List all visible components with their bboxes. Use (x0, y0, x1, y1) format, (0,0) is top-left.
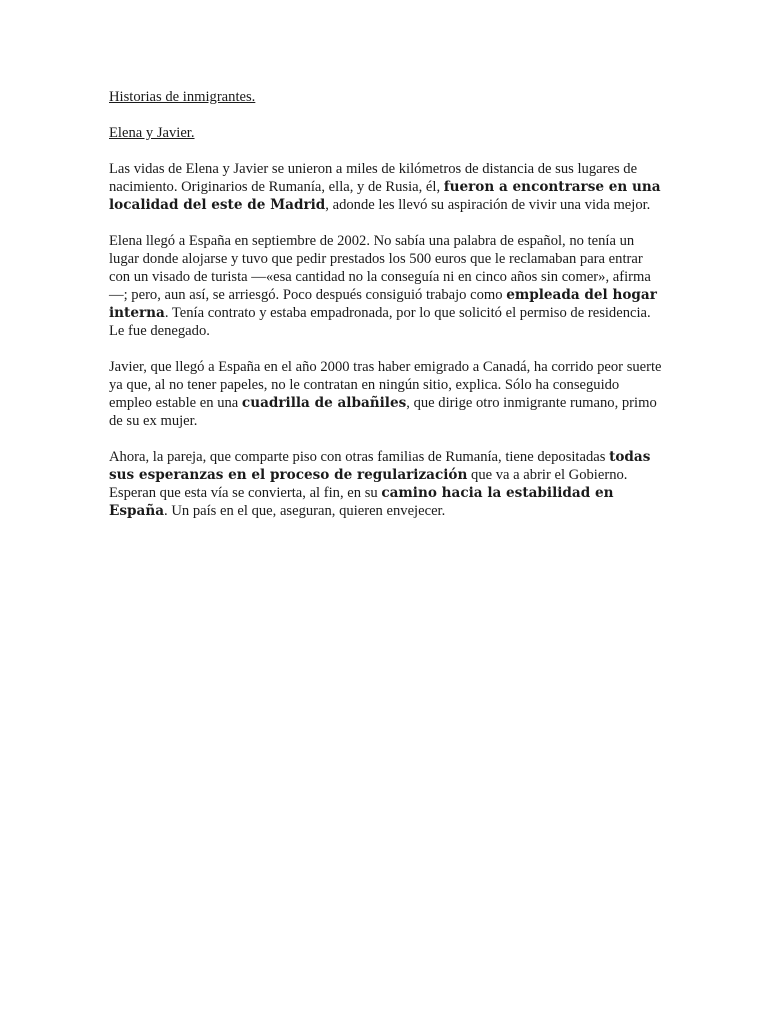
paragraph-3-bold: cuadrilla de albañiles (241, 395, 407, 411)
paragraph-1 (109, 160, 664, 214)
paragraph-2-bold: empleada del hogar interna (109, 287, 657, 321)
section-heading: Elena y Javier. (109, 125, 195, 141)
paragraph-3 (109, 358, 664, 430)
paragraph-1-text-a: Las vidas de Elena y Javier se unieron a miles de kilómetros de distancia de sus lugares de nacimiento. Originarios de Rumanía, ella, y de Rusia, él, (109, 161, 638, 195)
paragraph-3-text-a: Javier, que llegó a España en el año 2000 tras haber emigrado a Canadá, ha corrido peor suerte ya que, al no tener papeles, no le contratan en ningún sitio, explica. Sólo ha conseguido empleo estable en una (109, 359, 662, 411)
document-page (109, 88, 664, 538)
document-title: Historias de inmigrantes. (109, 89, 256, 105)
paragraph-4-text-c: . Un país en el que, aseguran, quieren envejecer. (164, 503, 446, 519)
paragraph-4-text-b: que va a abrir el Gobierno. Esperan que esta vía se convierta, al fin, en su (109, 467, 628, 501)
paragraph-4 (109, 448, 664, 520)
paragraph-4-bold-a: todas sus esperanzas en el proceso de regularización (109, 449, 651, 483)
paragraph-2-text-b: . Tenía contrato y estaba empadronada, por lo que solicitó el permiso de residencia. Le fue denegado. (109, 305, 651, 339)
paragraph-2-text-a: Elena llegó a España en septiembre de 2002. No sabía una palabra de español, no tenía un lugar donde alojarse y tuvo que pedir prestados los 500 euros que le reclamaban para entrar con un visado de turista —«esa cantidad no la conseguía ni en cinco años sin comer», afirma—; pero, aun así, se arriesgó. Poco después consiguió trabajo como (109, 233, 651, 303)
paragraph-4-text-a: Ahora, la pareja, que comparte piso con otras familias de Rumanía, tiene depositadas (109, 449, 610, 465)
paragraph-3-text-b: , que dirige otro inmigrante rumano, primo de su ex mujer. (109, 395, 657, 429)
paragraph-1-text-b: , adonde les llevó su aspiración de vivir una vida mejor. (325, 197, 651, 213)
paragraph-1-bold: fueron a encontrarse en una localidad del este de Madrid (109, 179, 661, 213)
paragraph-4-bold-b: camino hacia la estabilidad en España (109, 485, 614, 519)
paragraph-2 (109, 232, 664, 340)
